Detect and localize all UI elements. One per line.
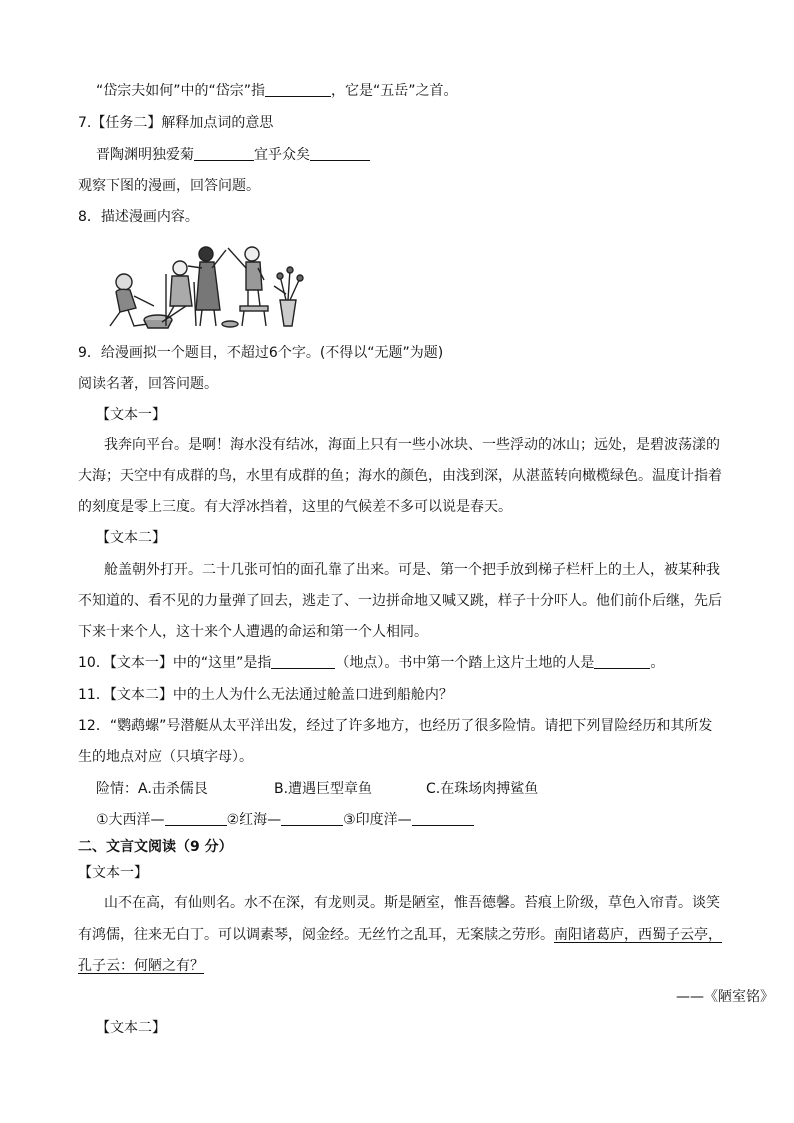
section2-heading: 二、文言文阅读（9 分） [78, 839, 233, 855]
text1-label: 【文本一】 [96, 407, 166, 423]
answer-blank[interactable] [310, 146, 370, 161]
q7-title: 7.【任务二】解释加点词的意思 [78, 115, 274, 131]
place-indian-ocean: ③印度洋— [343, 812, 412, 828]
section2-source: ——《陋室铭》 [676, 989, 774, 1005]
section2-line2 [78, 926, 722, 944]
q10-text: 10．【文本一】中的“这里”是指 [78, 655, 272, 671]
q10 [78, 654, 664, 672]
option-b: B.遭遇巨型章鱼 [274, 781, 373, 797]
novel-intro: 阅读名著，回答问题。 [78, 376, 218, 392]
q7-item2: 宜乎众矣 [254, 147, 310, 163]
q6-text: “岱宗夫如何”中的“岱宗”指 [96, 83, 266, 99]
place-atlantic: ①大西洋— [96, 812, 165, 828]
answer-blank[interactable] [271, 654, 335, 669]
q6-tail [96, 82, 458, 100]
text2-label: 【文本二】 [96, 530, 166, 546]
q7-item1: 晋陶渊明独爱菊 [96, 147, 194, 163]
place-red-sea: ②红海— [226, 812, 282, 828]
answer-blank[interactable] [194, 146, 254, 161]
section2-line2-underlined: 南阳诸葛庐，西蜀子云亭， [554, 927, 722, 943]
q10-text-mid: （地点）。书中第一个踏上这片土地的人是 [335, 655, 595, 671]
answer-blank[interactable] [412, 811, 474, 826]
text1-line1: 我奔向平台。是啊！海水没有结冰，海面上只有一些小冰块、一些浮动的冰山；远处，是碧波荡漾的 [104, 437, 720, 453]
q12-options [96, 780, 538, 798]
section2-line3: 孔子云：何陋之有？ [78, 958, 204, 974]
answer-blank[interactable] [594, 654, 650, 669]
q6-text-end: ，它是“五岳”之首。 [331, 83, 458, 99]
section2-line1: 山不在高，有仙则名。水不在深，有龙则灵。斯是陋室，惟吾德馨。苔痕上阶级，草色入帘青。谈笑 [104, 895, 720, 911]
cartoon-illustration [96, 234, 306, 332]
q9: 9．给漫画拟一个题目，不超过6个字。(不得以“无题”为题) [78, 345, 444, 361]
text2-line1: 舱盖朝外打开。二十几张可怕的面孔靠了出来。可是、第一个把手放到梯子栏杆上的土人，被某种我 [104, 562, 720, 578]
text1-line2: 大海；天空中有成群的鸟，水里有成群的鱼；海水的颜色，由浅到深，从湛蓝转向橄榄绿色。温度计指着 [78, 468, 722, 484]
q12-line2: 生的地点对应（只填字母）。 [78, 749, 253, 765]
section2-line2-a: 有鸿儒，往来无白丁。可以调素琴，阅金经。无丝竹之乱耳，无案牍之劳形。 [78, 927, 554, 943]
options-label: 险情： [96, 781, 138, 797]
q11: 11．【文本二】中的土人为什么无法通过舱盖口进到船舱内？ [78, 687, 453, 703]
q7-items [96, 146, 370, 164]
answer-blank[interactable] [265, 82, 331, 97]
option-c: C.在珠场肉搏鲨鱼 [426, 781, 539, 797]
q10-text-end: 。 [650, 655, 665, 671]
comic-intro: 观察下图的漫画，回答问题。 [78, 178, 260, 194]
q12-line1: 12．“鹦鹉螺”号潜艇从太平洋出发，经过了许多地方，也经历了很多险情。请把下列冒险经历和其所发 [78, 718, 713, 734]
answer-blank[interactable] [281, 811, 343, 826]
option-a: A.击杀儒艮 [138, 781, 208, 797]
text1-line3: 的刻度是零上三度。有大浮冰挡着，这里的气候差不多可以说是春天。 [78, 499, 512, 515]
section2-text2-label: 【文本二】 [96, 1020, 166, 1036]
q8: 8．描述漫画内容。 [78, 209, 199, 225]
answer-blank[interactable] [165, 811, 227, 826]
text2-line3: 下来十来个人，这十来个人遭遇的命运和第一个人相同。 [78, 624, 428, 640]
text2-line2: 不知道的、看不见的力量弹了回去，逃走了、一边拼命地又喊又跳，样子十分吓人。他们前仆后继，先后 [78, 593, 722, 609]
q12-places [96, 811, 474, 829]
section2-text1-label: 【文本一】 [78, 865, 148, 881]
